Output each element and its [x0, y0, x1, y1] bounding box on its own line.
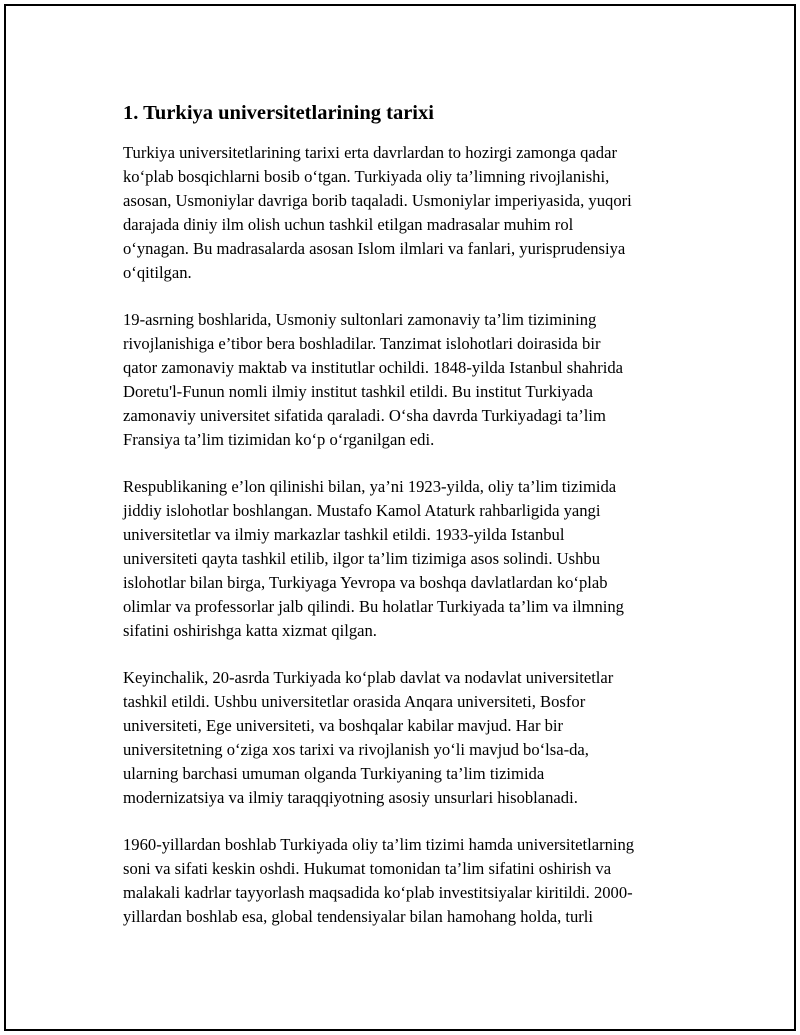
text-line: universitetlar va ilmiy markazlar tashkil etildi. 1933-yilda Istanbul — [123, 525, 565, 544]
text-line: modernizatsiya va ilmiy taraqqiyotning asosiy unsurlari hisoblanadi. — [123, 788, 578, 807]
text-line: Keyinchalik, 20-asrda Turkiyada ko‘plab davlat va nodavlat universitetlar — [123, 668, 614, 687]
text-line: Doretu'l-Funun nomli ilmiy institut tashkil etildi. Bu institut Turkiyada — [123, 382, 593, 401]
text-line: asosan, Usmoniylar davriga borib taqaladi. Usmoniylar imperiyasida, yuqori — [123, 191, 632, 210]
text-line: ko‘plab bosqichlarni bosib o‘tgan. Turkiyada oliy ta’limning rivojlanishi, — [123, 167, 610, 186]
text-line: universitetning o‘ziga xos tarixi va rivojlanish yo‘li mavjud bo‘lsa-da, — [123, 740, 589, 759]
text-line: Respublikaning e’lon qilinishi bilan, ya’ni 1923-yilda, oliy ta’lim tizimida — [123, 477, 617, 496]
text-line: ularning barchasi umuman olganda Turkiyaning ta’lim tizimida — [123, 764, 545, 783]
text-line: universiteti qayta tashkil etilib, ilgor ta’lim tizimiga asos solindi. Ushbu — [123, 549, 601, 568]
text-line: o‘ynagan. Bu madrasalarda asosan Islom ilmlari va fanlari, yurisprudensiya — [123, 239, 626, 258]
text-line: Turkiya universitetlarining tarixi erta davrlardan to hozirgi zamonga qadar — [123, 143, 617, 162]
paragraph — [123, 833, 695, 929]
text-line: Fransiya ta’lim tizimidan ko‘p o‘rganilgan edi. — [123, 430, 435, 449]
text-line: rivojlanishiga e’tibor bera boshladilar. Tanzimat islohotlari doirasida bir — [123, 334, 601, 353]
text-line: qator zamonaviy maktab va institutlar ochildi. 1848-yilda Istanbul shahrida — [123, 358, 623, 377]
text-line: tashkil etildi. Ushbu universitetlar orasida Anqara universiteti, Bosfor — [123, 692, 586, 711]
document-page — [4, 4, 796, 1031]
section-heading: 1. Turkiya universitetlarining tarixi — [123, 102, 434, 124]
text-line: malakali kadrlar tayyorlash maqsadida ko‘plab investitsiyalar kiritildi. 2000- — [123, 883, 633, 902]
text-line: universiteti, Ege universiteti, va boshqalar kabilar mavjud. Har bir — [123, 716, 564, 735]
text-line: darajada diniy ilm olish uchun tashkil etilgan madrasalar muhim rol — [123, 215, 574, 234]
paragraph — [123, 475, 695, 643]
text-line: o‘qitilgan. — [123, 263, 192, 282]
paragraph — [123, 666, 695, 810]
text-line: soni va sifati keskin oshdi. Hukumat tomonidan ta’lim sifatini oshirish va — [123, 859, 612, 878]
text-line: 1960-yillardan boshlab Turkiyada oliy ta’lim tizimi hamda universitetlarning — [123, 835, 635, 854]
text-line: 19-asrning boshlarida, Usmoniy sultonlari zamonaviy ta’lim tizimining — [123, 310, 597, 329]
text-line: islohotlar bilan birga, Turkiyaga Yevropa va boshqa davlatlardan ko‘plab — [123, 573, 608, 592]
paragraph — [123, 141, 695, 285]
paragraph — [123, 308, 695, 452]
text-line: jiddiy islohotlar boshlangan. Mustafo Kamol Ataturk rahbarligida yangi — [123, 501, 601, 520]
text-line: sifatini oshirishga katta xizmat qilgan. — [123, 621, 377, 640]
text-line: zamonaviy universitet sifatida qaraladi. O‘sha davrda Turkiyadagi ta’lim — [123, 406, 606, 425]
text-line: olimlar va professorlar jalb qilindi. Bu holatlar Turkiyada ta’lim va ilmning — [123, 597, 624, 616]
document-content — [123, 99, 695, 952]
text-line: yillardan boshlab esa, global tendensiyalar bilan hamohang holda, turli — [123, 907, 594, 926]
